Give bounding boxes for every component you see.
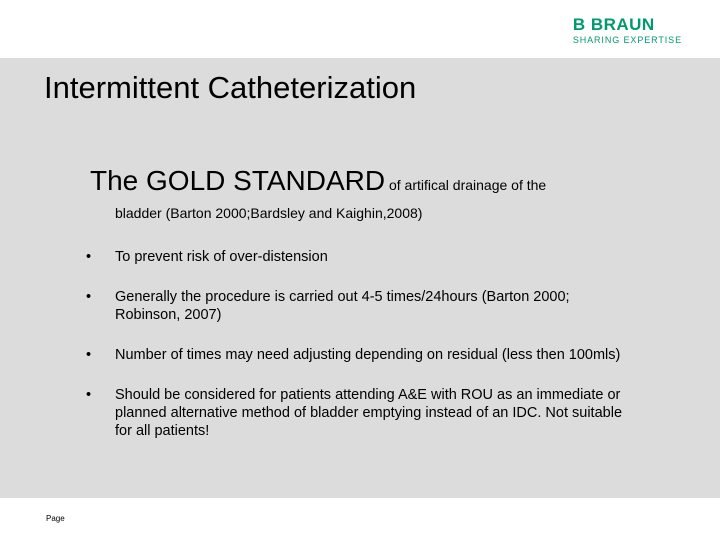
slide-title: Intermittent Catheterization bbox=[44, 70, 417, 105]
bullet-icon: • bbox=[86, 249, 92, 265]
bullet-item bbox=[86, 386, 626, 440]
bullet-text: Number of times may need adjusting depending on residual (less then 100mls) bbox=[115, 347, 621, 363]
logo-tagline: SHARING EXPERTISE bbox=[572, 35, 682, 45]
lead-emphasis: The GOLD STANDARD bbox=[90, 165, 386, 196]
bullet-icon: • bbox=[86, 347, 92, 363]
bullet-item bbox=[86, 248, 626, 266]
bullet-item bbox=[86, 346, 626, 364]
bullet-text: Should be considered for patients attending A&E with ROU as an immediate or planned alternative method of bladder emptying instead of an IDC. Not suitable for all patients! bbox=[115, 387, 623, 439]
lead-rest: of artifical drainage of the bbox=[385, 177, 547, 193]
bullet-text: To prevent risk of over-distension bbox=[115, 249, 328, 265]
logo-brand: B BRAUN bbox=[572, 15, 655, 34]
lead-continuation: bladder (Barton 2000;Bardsley and Kaighin,2008) bbox=[115, 205, 423, 221]
slide-content bbox=[0, 58, 720, 498]
page-footer-label: Page bbox=[46, 514, 65, 523]
bullet-list bbox=[86, 248, 626, 462]
bullet-item bbox=[86, 288, 626, 324]
bullet-icon: • bbox=[86, 387, 92, 403]
b-braun-logo bbox=[573, 16, 682, 46]
header-strip bbox=[0, 0, 720, 58]
bullet-text: Generally the procedure is carried out 4-5 times/24hours (Barton 2000; Robinson, 2007) bbox=[115, 289, 570, 323]
bullet-icon: • bbox=[86, 289, 92, 305]
lead-statement bbox=[90, 164, 546, 203]
